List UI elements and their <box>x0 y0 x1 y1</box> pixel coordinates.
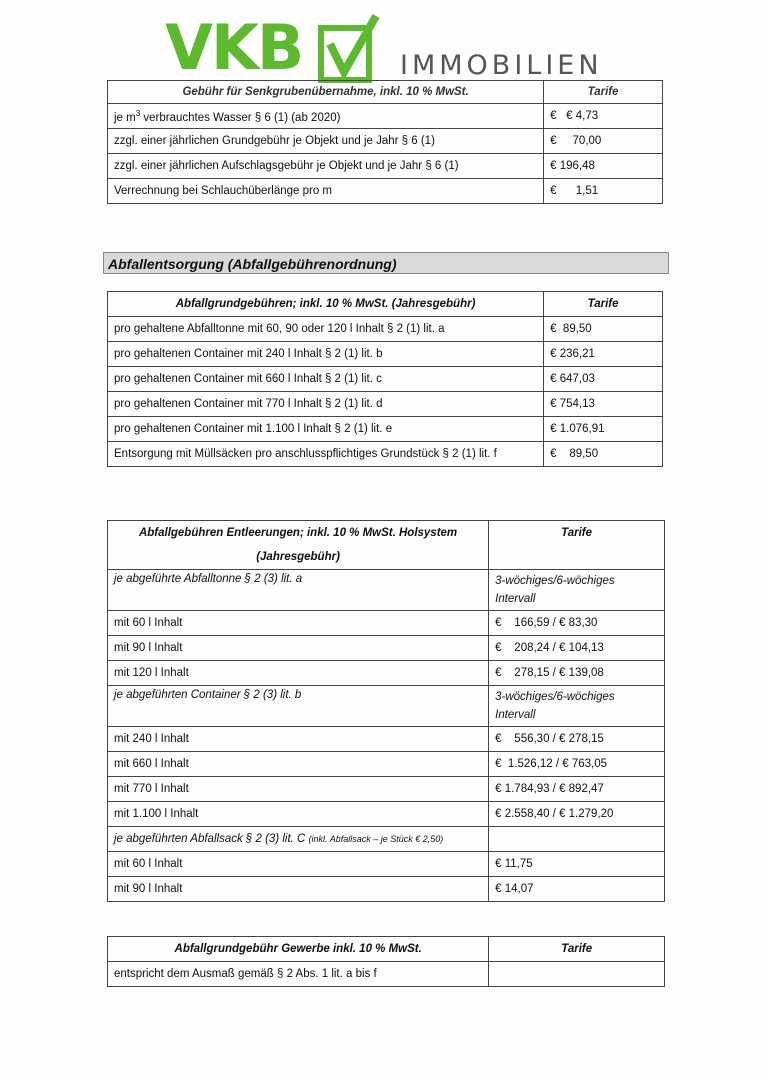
row-value <box>489 962 665 987</box>
group-interval: 3-wöchiges/6-wöchiges Intervall <box>489 686 665 727</box>
table-row <box>108 104 663 129</box>
table-row <box>108 777 665 802</box>
table-row <box>108 442 663 467</box>
row-label: mit 1.100 l Inhalt <box>108 802 489 827</box>
checkmark-box-icon <box>318 14 380 84</box>
row-label: mit 90 l Inhalt <box>108 636 489 661</box>
row-value: € 1.076,91 <box>544 417 663 442</box>
table-row <box>108 392 663 417</box>
table-row <box>108 877 665 902</box>
row-value: € 2.558,40 / € 1.279,20 <box>489 802 665 827</box>
table-row <box>108 367 663 392</box>
group-row <box>108 827 665 852</box>
table-row <box>108 611 665 636</box>
table-header <box>108 292 663 317</box>
row-value: € 556,30 / € 278,15 <box>489 727 665 752</box>
group-note: (inkl. Abfallsack – je Stück € 2,50) <box>308 834 444 844</box>
header-left-line2: (Jahresgebühr) <box>256 551 340 563</box>
row-value: € 208,24 / € 104,13 <box>489 636 665 661</box>
row-label: mit 60 l Inhalt <box>108 852 489 877</box>
table-row <box>108 317 663 342</box>
row-value: € 647,03 <box>544 367 663 392</box>
header-right: Tarife <box>489 937 665 962</box>
sewage-fee-table <box>107 80 663 204</box>
row-value: € 1.784,93 / € 892,47 <box>489 777 665 802</box>
row-label: zzgl. einer jährlichen Grundgebühr je Objekt und je Jahr § 6 (1) <box>108 129 544 154</box>
logo-subtitle: IMMOBILIEN <box>400 50 603 81</box>
row-value: € 166,59 / € 83,30 <box>489 611 665 636</box>
row-label: pro gehaltenen Container mit 660 l Inhalt § 2 (1) lit. c <box>108 367 544 392</box>
table-header <box>108 521 665 570</box>
table-row <box>108 129 663 154</box>
commercial-fee-table <box>107 936 665 987</box>
group-value-empty <box>489 827 665 852</box>
row-value: € 196,48 <box>544 154 663 179</box>
table-row <box>108 661 665 686</box>
row-label: Entsorgung mit Müllsäcken pro anschlusspflichtiges Grundstück § 2 (1) lit. f <box>108 442 544 467</box>
row-label: mit 660 l Inhalt <box>108 752 489 777</box>
header-left <box>108 521 489 570</box>
row-label: entspricht dem Ausmaß gemäß § 2 Abs. 1 lit. a bis f <box>108 962 489 987</box>
header-left: Abfallgrundgebühr Gewerbe inkl. 10 % MwSt. <box>108 937 489 962</box>
header-right: Tarife <box>544 292 663 317</box>
group-row <box>108 686 665 727</box>
row-value: € 278,15 / € 139,08 <box>489 661 665 686</box>
row-label: mit 90 l Inhalt <box>108 877 489 902</box>
row-label: pro gehaltene Abfalltonne mit 60, 90 oder 120 l Inhalt § 2 (1) lit. a <box>108 317 544 342</box>
row-label: je $m^3$ verbrauchtes Wasser § 6 (1) (ab 2020) <box>108 104 544 129</box>
table-row <box>108 852 665 877</box>
row-value: € 1.526,12 / € 763,05 <box>489 752 665 777</box>
table-header <box>108 937 665 962</box>
table-row <box>108 962 665 987</box>
row-label: Verrechnung bei Schlauchüberlänge pro m <box>108 179 544 204</box>
row-value: € 14,07 <box>489 877 665 902</box>
row-label: mit 120 l Inhalt <box>108 661 489 686</box>
table-row <box>108 727 665 752</box>
row-value: € € 4,73 <box>544 104 663 129</box>
row-value: € 1,51 <box>544 179 663 204</box>
row-label: mit 60 l Inhalt <box>108 611 489 636</box>
header-left-line1: Abfallgebühren Entleerungen; inkl. 10 % MwSt. Holsystem <box>138 527 458 539</box>
emptying-fee-table <box>107 520 665 902</box>
table-row <box>108 342 663 367</box>
header-right: Tarife <box>544 81 663 104</box>
row-value: € 11,75 <box>489 852 665 877</box>
section-title: Abfallentsorgung (Abfallgebührenordnung) <box>103 252 669 274</box>
header-left: Gebühr für Senkgrubenübernahme, inkl. 10 % MwSt. <box>108 81 544 104</box>
vkb-logo <box>165 8 625 88</box>
group-row <box>108 570 665 611</box>
row-label: pro gehaltenen Container mit 240 l Inhalt § 2 (1) lit. b <box>108 342 544 367</box>
row-label: mit 770 l Inhalt <box>108 777 489 802</box>
row-value: € 236,21 <box>544 342 663 367</box>
header-right: Tarife <box>489 521 665 570</box>
table-row <box>108 179 663 204</box>
row-value: € 89,50 <box>544 442 663 467</box>
logo-wordmark: VKB <box>165 11 303 84</box>
table-row <box>108 802 665 827</box>
row-label: pro gehaltenen Container mit 1.100 l Inhalt § 2 (1) lit. e <box>108 417 544 442</box>
row-value: € 754,13 <box>544 392 663 417</box>
table-row <box>108 417 663 442</box>
table-row <box>108 154 663 179</box>
header-left: Abfallgrundgebühren; inkl. 10 % MwSt. (Jahresgebühr) <box>108 292 544 317</box>
group-label: je abgeführten Abfallsack § 2 (3) lit. C (inkl. Abfallsack – je Stück € 2,50) <box>108 827 489 852</box>
row-label: pro gehaltenen Container mit 770 l Inhalt § 2 (1) lit. d <box>108 392 544 417</box>
row-value: € 70,00 <box>544 129 663 154</box>
group-interval: 3-wöchiges/6-wöchiges Intervall <box>489 570 665 611</box>
table-header <box>108 81 663 104</box>
base-fee-table <box>107 291 663 467</box>
row-label: zzgl. einer jährlichen Aufschlagsgebühr je Objekt und je Jahr § 6 (1) <box>108 154 544 179</box>
row-value: € 89,50 <box>544 317 663 342</box>
table-row <box>108 636 665 661</box>
group-label: je abgeführten Container § 2 (3) lit. b <box>108 686 489 727</box>
group-label: je abgeführte Abfalltonne § 2 (3) lit. a <box>108 570 489 611</box>
row-label: mit 240 l Inhalt <box>108 727 489 752</box>
table-row <box>108 752 665 777</box>
